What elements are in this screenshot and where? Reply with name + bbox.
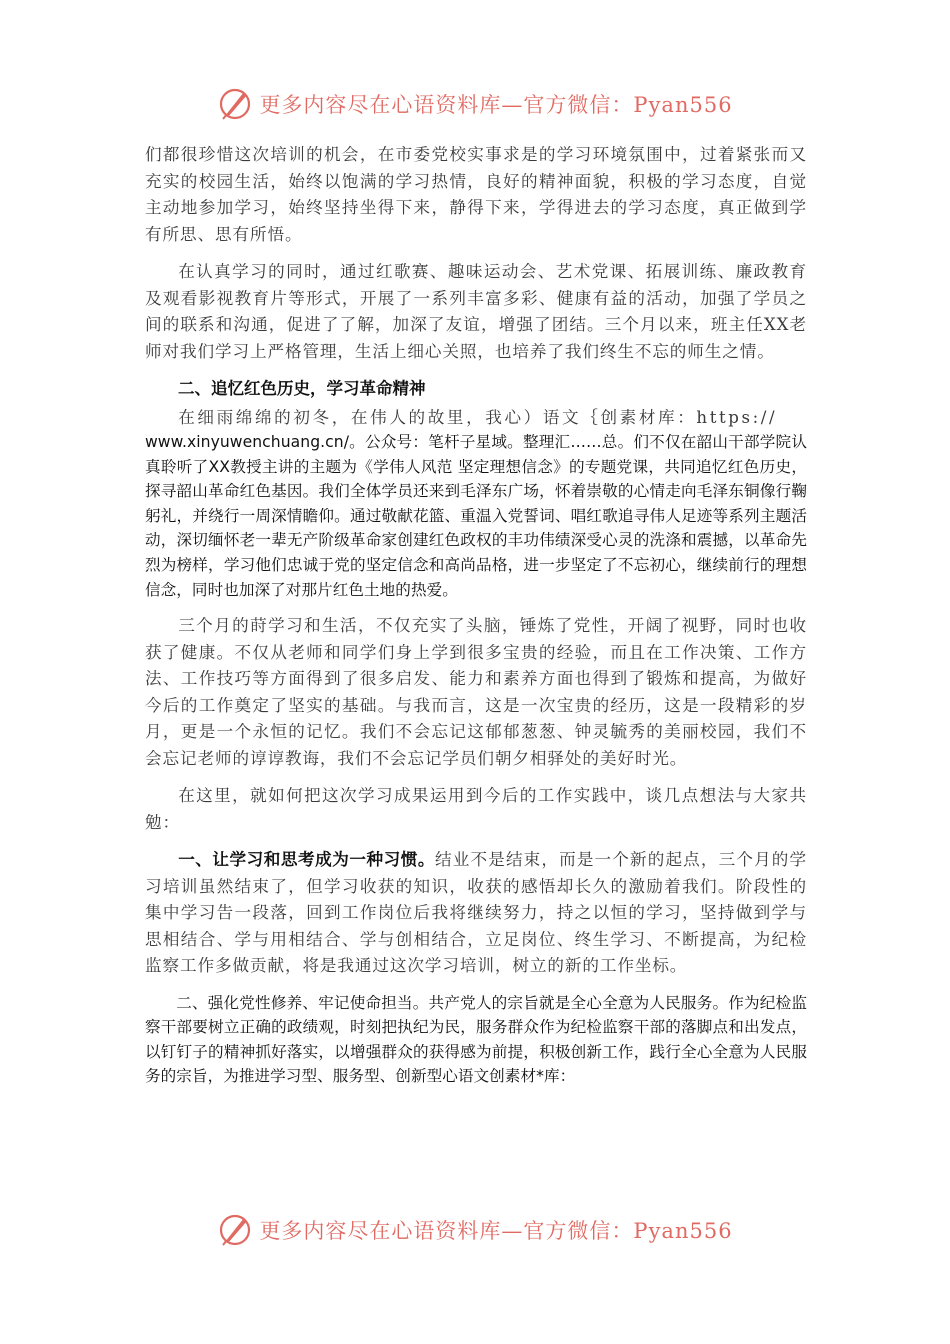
paragraph-4: 三个月的莳学习和生活，不仅充实了头脑，锤炼了党性，开阔了视野，同时也收获了健康。不仅从老师和同学们身上学到很多宝贵的经验，而且在工作决策、工作方法、工作技巧等方面得到了很多启发、能力和素养方面也得到了锻炼和提高，为做好今后的工作奠定了坚实的基础。与我而言，这是一次宝贵的经历，这是一段精彩的岁月，更是一个永恒的记忆。我们不会忘记这郁郁葱葱、钟灵毓秀的美丽校园，我们不会忘记老师的谆谆教诲，我们不会忘记学员们朝夕相驿处的美好时光。 xyxy=(145,616,807,768)
paragraph-6 xyxy=(145,847,807,980)
section-heading-2: 二、追忆红色历史，学习革命精神 xyxy=(178,379,426,398)
paragraph-3-line-1: 在细雨绵绵的初冬，在伟人的故里，我心）语文｛创素材库：https:// xyxy=(178,408,778,427)
quill-pen-logo-icon xyxy=(217,86,253,122)
header-banner xyxy=(0,84,950,124)
footer-banner xyxy=(0,1210,950,1250)
banner-text: 更多内容尽在心语资料库—官方微信：Pyan556 xyxy=(259,1219,733,1243)
banner-text: 更多内容尽在心语资料库—官方微信：Pyan556 xyxy=(259,93,733,117)
paragraph-1: 们都很珍惜这次培训的机会，在市委党校实事求是的学习环境氛围中，过着紧张而又充实的校园生活，始终以饱满的学习热情，良好的精神面貌，积极的学习态度，自觉主动地参加学习，始终坚持坐得下来，静得下来，学得进去的学习态度，真正做到学有所思、思有所悟。 xyxy=(145,145,807,244)
paragraph-6-lead: 一、让学习和思考成为一种习惯。 xyxy=(178,850,436,870)
quill-pen-logo-icon xyxy=(217,1212,253,1248)
paragraph-7: 二、强化党性修养、牢记使命担当。共产党人的宗旨就是全心全意为人民服务。作为纪检监察干部要树立正确的政绩观，时刻把执纪为民，服务群众作为纪检监察干部的落脚点和出发点，以钉钉子的精神抓好落实，以增强群众的获得感为前提，积极创新工作，践行全心全意为人民服务的宗旨，为推进学习型、服务型、创新型心语文创素材*库： xyxy=(145,993,807,1086)
paragraph-5: 在这里，就如何把这次学习成果运用到今后的工作实践中，谈几点想法与大家共勉： xyxy=(145,786,807,832)
document-body xyxy=(145,142,807,1089)
paragraph-6-text: 结业不是结束，而是一个新的起点，三个月的学习培训虽然结束了，但学习收获的知识，收获的感悟却长久的激励着我们。阶段性的集中学习告一段落，回到工作岗位后我将继续努力，持之以恒的学习，坚持做到学与思相结合、学与用相结合、学与创相结合，立足岗位、终生学习、不断提高，为纪检监察工作多做贡献，将是我通过这次学习培训，树立的新的工作坐标。 xyxy=(145,850,808,976)
paragraph-2: 在认真学习的同时，通过红歌赛、趣味运动会、艺术党课、拓展训练、廉政教育及观看影视教育片等形式，开展了一系列丰富多彩、健康有益的活动，加强了学员之间的联系和沟通，促进了了解，加深了友谊，增强了团结。三个月以来，班主任XX老师对我们学习上严格管理，生活上细心关照，也培养了我们终生不忘的师生之情。 xyxy=(145,262,807,361)
paragraph-3: www.xinyuwenchuang.cn/。公众号：笔杆子星域。整理汇……总。们不仅在韶山干部学院认真聆听了XX教授主讲的主题为《学伟人风范 坚定理想信念》的专题党课，共同追忆红色历史，探寻韶山革命红色基因。我们全体学员还来到毛泽东广场，怀着崇敬的心情走向毛泽东铜像行鞠躬礼，并绕行一周深情瞻仰。通过敬献花篮、重温入党誓词、唱红歌追寻伟人足迹等系列主题活动，深切缅怀老一辈无产阶级革命家创建红色政权的丰功伟绩深受心灵的洗涤和震撼，以革命先烈为榜样，学习他们忠诚于党的坚定信念和高尚品格，进一步坚定了不忘初心，继续前行的理想信念，同时也加深了对那片红色土地的热爱。 xyxy=(145,433,807,599)
